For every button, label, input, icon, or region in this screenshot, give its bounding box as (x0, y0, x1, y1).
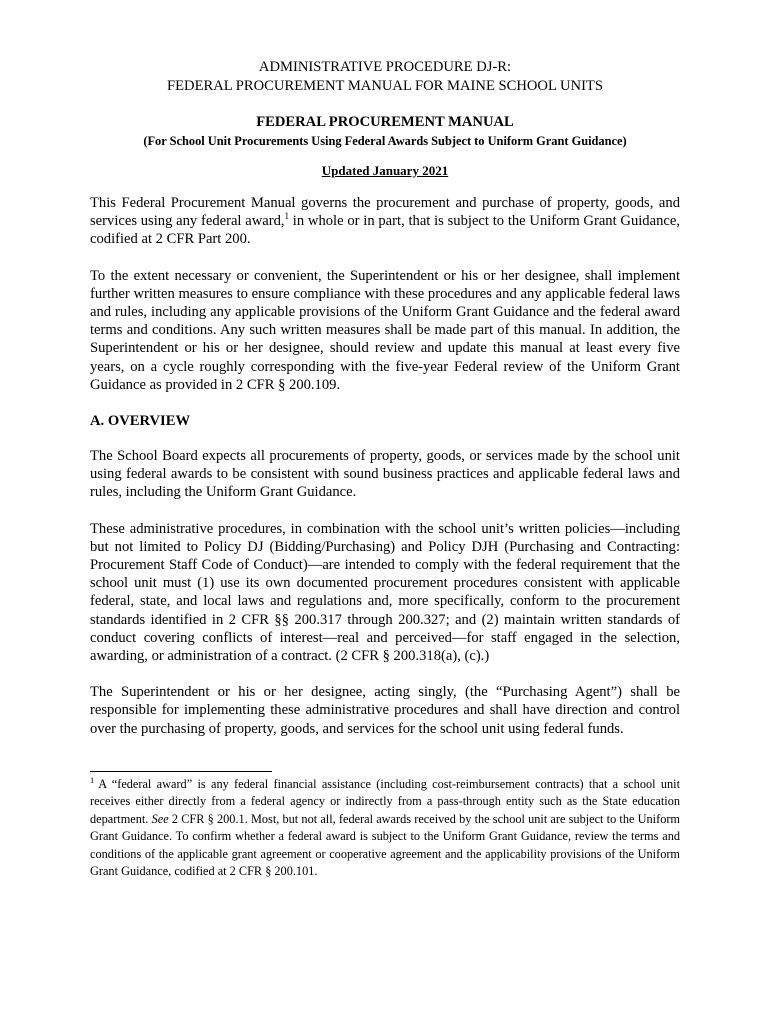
overview-paragraph-2: These administrative procedures, in combination with the school unit’s written policies—including but not limited to Policy DJ (Bidding/Purchasing) and Policy DJH (Purchasing and Contracting: Procurement Staff Code of Conduct)—are intended to comply with the federal requirement that the school unit must (1) use its own documented procurement procedures consistent with applicable federal, state, and local laws and regulations and, more specifically, conform to the procurement standards identified in 2 CFR §§ 200.317 through 200.327; and (2) maintain written standards of conduct covering conflicts of interest—real and perceived—for staff engaged in the selection, awarding, or administration of a contract. (2 CFR § 200.318(a), (c).) (90, 520, 680, 665)
footnote-reference: 1 (284, 211, 290, 222)
overview-paragraph-3: The Superintendent or his or her designee, acting singly, (the “Purchasing Agent”) shall be responsible for implementing these administrative procedures and shall have direction and control over the purchasing of property, goods, and services for the school unit using federal funds. (90, 684, 680, 737)
footnote-text-part-b: 2 CFR § 200.1. Most, but not all, federal awards received by the school unit are subject to the Uniform Grant Guidance. To confirm whether a federal award is subject to the Uniform Grant Guidance, review the terms and conditions of the applicable grant agreement or cooperative agreement and the applicability provisions of the Uniform Grant Guidance, codified at 2 CFR § 200.101. (90, 811, 681, 878)
footnote-text-part-a: A “federal award” is any federal financial assistance (including cost-reimbursement contracts) that a school unit receives either directly from a federal agency or indirectly from a pass-through entity such as the State education department. (90, 776, 680, 826)
section-a-heading: A. OVERVIEW (90, 413, 191, 430)
overview-paragraph-1: The School Board expects all procurements of property, goods, or services made by the school unit using federal awards to be consistent with sound business practices and applicable federal laws and rules, including the Uniform Grant Guidance. (90, 448, 680, 501)
footnote-mark: 1 (90, 774, 95, 785)
manual-title: FEDERAL PROCUREMENT MANUAL (256, 114, 514, 130)
intro-paragraph-1-part-b: in whole or in part, that is subject to the Uniform Grant Guidance, codified at 2 CFR Part 200. (90, 213, 680, 248)
document-title-line-2: FEDERAL PROCUREMENT MANUAL FOR MAINE SCHOOL UNITS (167, 78, 603, 94)
manual-scope-note: (For School Unit Procurements Using Federal Awards Subject to Uniform Grant Guidance) (143, 134, 627, 148)
intro-paragraph-1-part-a: This Federal Procurement Manual governs the procurement and purchase of property, goods, and services using any federal award, (90, 195, 680, 230)
document-title-line-1: ADMINISTRATIVE PROCEDURE DJ-R: (258, 59, 512, 75)
intro-paragraph-1 (90, 194, 680, 249)
updated-date: Updated January 2021 (321, 163, 449, 178)
footnote-divider (90, 771, 272, 772)
intro-paragraph-2: To the extent necessary or convenient, the Superintendent or his or her designee, shall implement further written measures to ensure compliance with these procedures and any applicable federal laws and rules, including any applicable provisions of the Uniform Grant Guidance and the federal award terms and conditions. Any such written measures shall be made part of this manual. In addition, the Superintendent or his or her designee, should review and update this manual at least every five years, on a cycle roughly corresponding with the five-year Federal review of the Uniform Grant Guidance as provided in 2 CFR § 200.109. (90, 267, 680, 393)
footnote-1 (90, 776, 680, 880)
footnote-see-signal: See (151, 811, 169, 826)
